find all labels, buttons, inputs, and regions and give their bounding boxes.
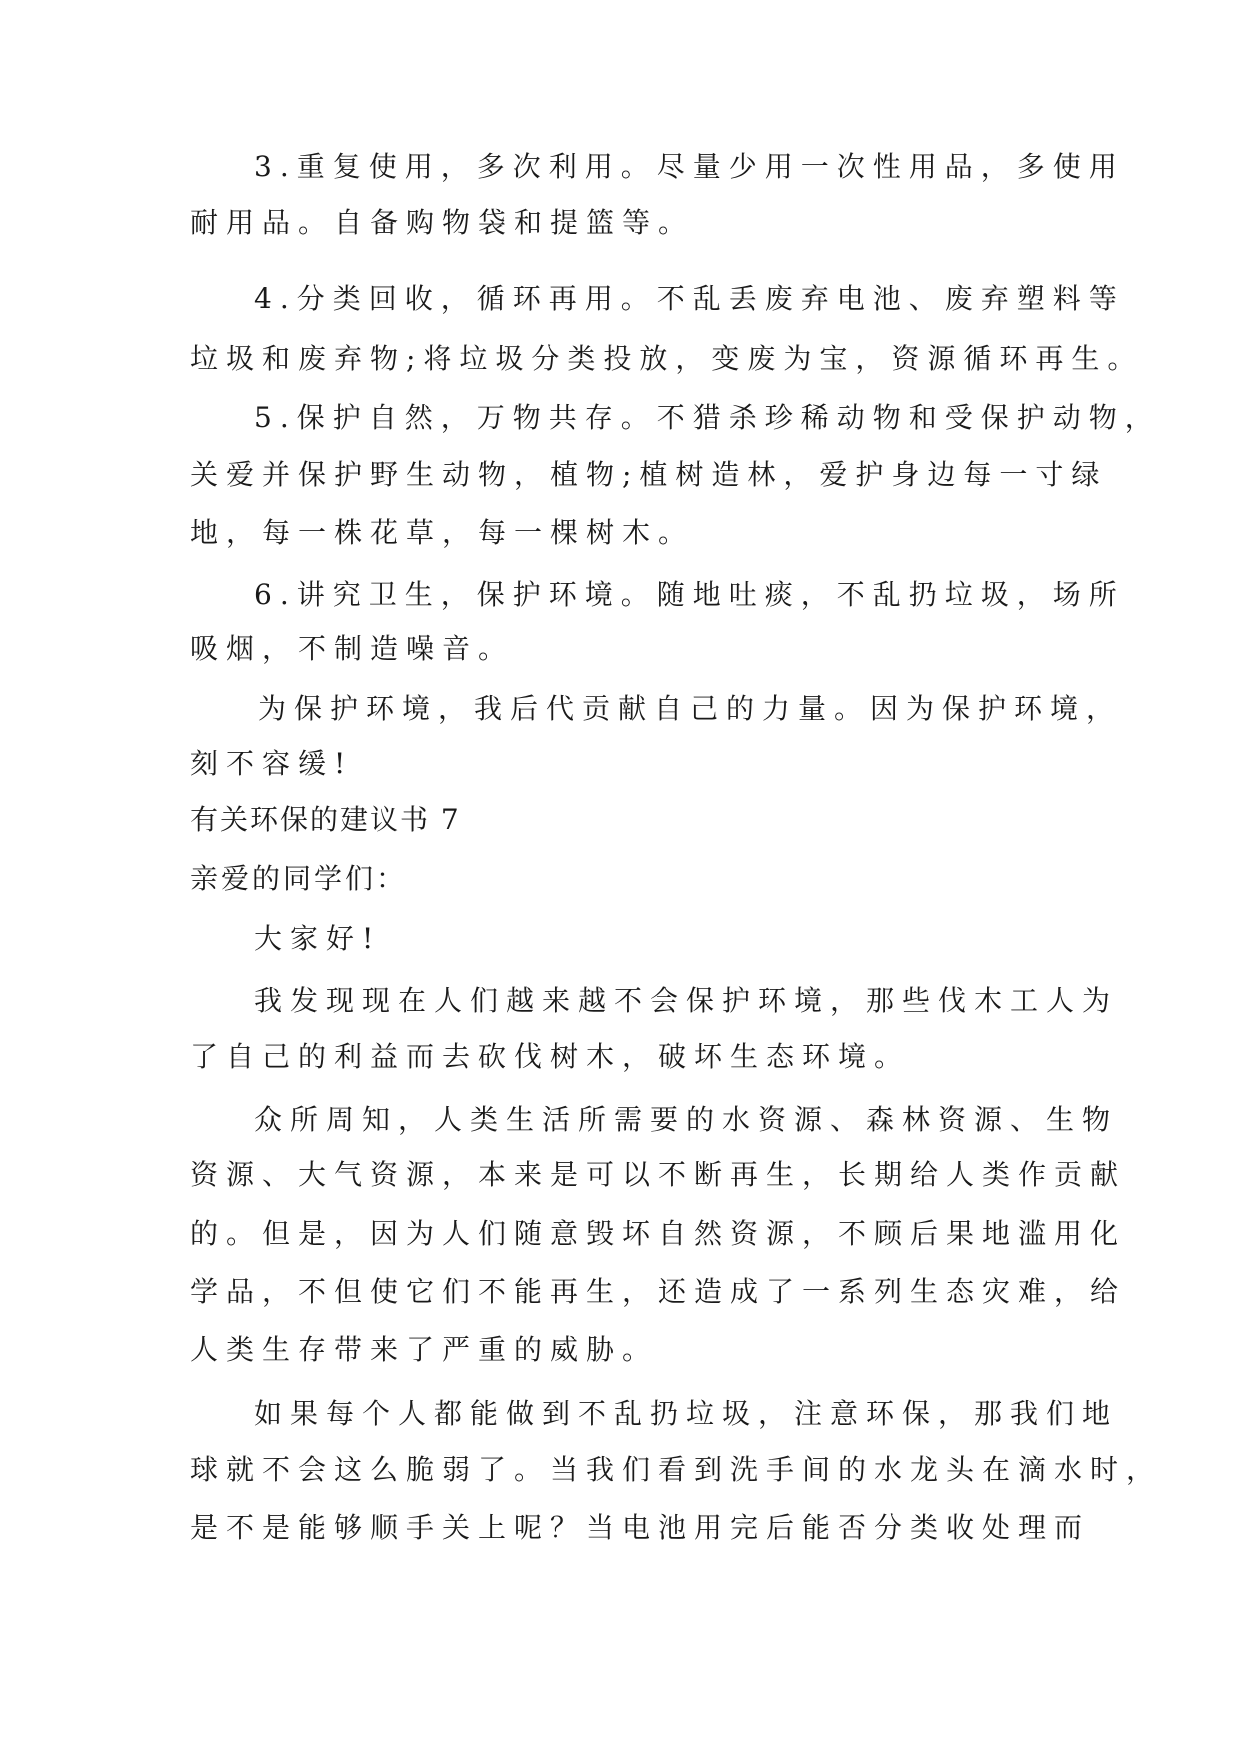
text-line: 我发现现在人们越来越不会保护环境，那些伐木工人为 — [254, 984, 1119, 1017]
text-line: 为保护环境，我后代贡献自己的力量。因为保护环境， — [258, 692, 1123, 725]
text-line: 6.讲究卫生，保护环境。随地吐痰，不乱扔垃圾，场所 — [254, 578, 1125, 611]
text-line: 学品，不但使它们不能再生，还造成了一系列生态灾难，给 — [190, 1275, 1127, 1308]
text-line: 球就不会这么脆弱了。当我们看到洗手间的水龙头在滴水时， — [190, 1453, 1163, 1486]
text-line: 如果每个人都能做到不乱扔垃圾，注意环保，那我们地 — [254, 1397, 1119, 1430]
text-line: 5.保护自然，万物共存。不猎杀珍稀动物和受保护动物， — [254, 401, 1161, 434]
section-title: 有关环保的建议书 7 — [190, 803, 461, 836]
text-line: 的。但是，因为人们随意毁坏自然资源，不顾后果地滥用化 — [190, 1217, 1127, 1250]
text-line: 垃圾和废弃物;将垃圾分类投放，变废为宝，资源循环再生。 — [190, 342, 1144, 375]
text-line: 3.重复使用，多次利用。尽量少用一次性用品，多使用 — [254, 150, 1125, 183]
text-line: 众所周知，人类生活所需要的水资源、森林资源、生物 — [254, 1103, 1119, 1136]
text-line: 是不是能够顺手关上呢？当电池用完后能否分类收处理而 — [190, 1511, 1091, 1544]
text-line: 4.分类回收，循环再用。不乱丢废弃电池、废弃塑料等 — [254, 282, 1125, 315]
text-line: 资源、大气资源，本来是可以不断再生，长期给人类作贡献 — [190, 1158, 1127, 1191]
salutation: 亲爱的同学们： — [190, 862, 408, 895]
text-line: 关爱并保护野生动物，植物;植树造林，爱护身边每一寸绿 — [190, 458, 1108, 491]
text-line: 地，每一株花草，每一棵树木。 — [190, 516, 695, 549]
text-line: 耐用品。自备购物袋和提篮等。 — [190, 206, 695, 239]
text-line: 吸烟，不制造噪音。 — [190, 632, 515, 665]
text-line: 了自己的利益而去砍伐树木，破坏生态环境。 — [190, 1040, 911, 1073]
greeting: 大家好! — [254, 922, 382, 955]
text-line: 刻不容缓! — [190, 747, 354, 780]
text-line: 人类生存带来了严重的威胁。 — [190, 1333, 659, 1366]
